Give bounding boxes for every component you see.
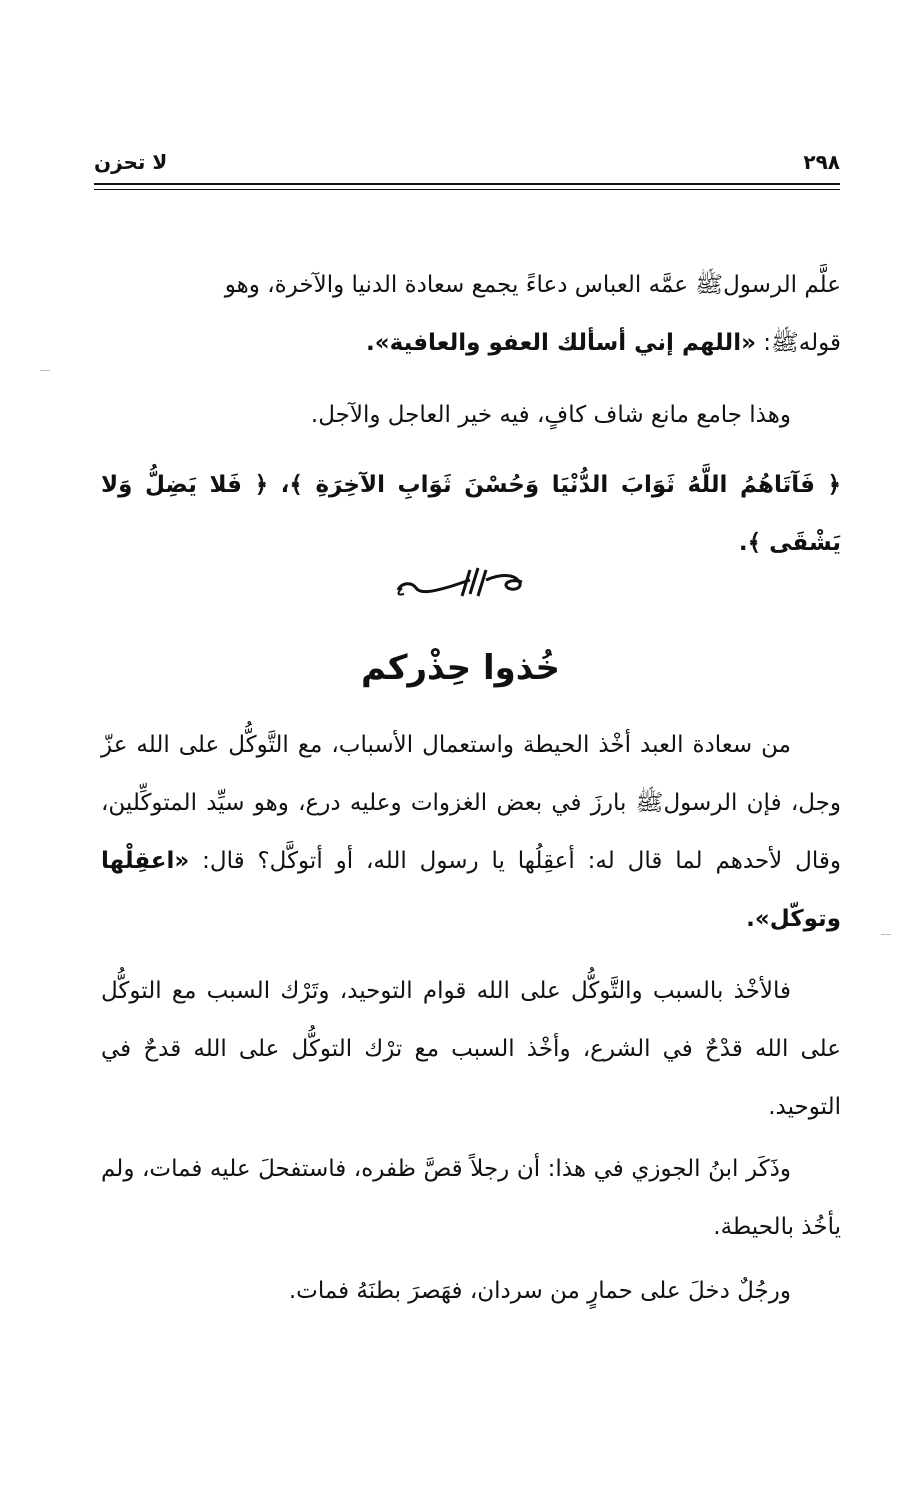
margin-mark [881,934,891,935]
paragraph-ibn-jawzi: وذَكَر ابنُ الجوزي في هذا: أن رجلاً قصَّ ظفره، فاستفحلَ عليه فمات، ولم يأخُذ بالحيطة. [101,1156,841,1240]
paragraph-precaution [101,716,841,948]
precaution-text: من سعادة العبد أخْذ الحيطة واستعمال الأسباب، مع التَّوكُّل على الله عزّ وجل، فإن الرسولﷺ بارزَ في بعض الغزوات وعليه درع، وهو سيِّد المتوكِّلين، وقال لأحدهم لما قال له: أعقِلُها يا رسول الله، أو أتوكَّل؟ قال: [101,732,841,874]
page-header [94,150,840,184]
hadith-quote: «اعقِلْها وتوكّل». [101,848,841,932]
header-rule [94,183,840,185]
ornament-divider [392,564,530,600]
paragraph-prayer-line-2 [101,314,841,372]
section-title: خُذوا حِذْركم [361,648,560,688]
paragraph-prayer-line-1: علَّم الرسولﷺ عمَّه العباس دعاءً يجمع سعادة الدنيا والآخرة، وهو [224,272,841,298]
prayer-quote: «اللهم إني أسألك العفو والعافية». [366,330,756,356]
book-title: لا تحزن [94,150,168,174]
prayer-intro: قولهﷺ: [755,330,841,356]
page-number: ٢٩٨ [803,150,840,174]
header-rule-thin [94,189,840,190]
paragraph-prayer [101,256,841,372]
margin-mark [40,370,50,371]
quran-verse: ﴿ فَآتَاهُمُ اللَّهُ ثَوَابَ الدُّنْيَا وَحُسْنَ ثَوَابِ الآخِرَةِ ﴾، ﴿ فَلا يَضِلُّ وَلا يَشْقَى ﴾. [101,472,841,556]
paragraph-tawhid: فالأخْذ بالسبب والتَّوكُّل على الله قوام التوحيد، وتَرْك السبب مع التوكُّل على الله قدْحٌ في الشرع، وأخْذ السبب مع ترْك التوكُّل على الله قدحٌ في التوحيد. [101,978,841,1120]
paragraph-donkey: ورجُلٌ دخلَ على حمارٍ من سردان، فهَصرَ بطنَهُ فمات. [288,1278,791,1304]
paragraph-comment: وهذا جامع مانع شاف كافٍ، فيه خير العاجل والآجل. [310,402,791,428]
